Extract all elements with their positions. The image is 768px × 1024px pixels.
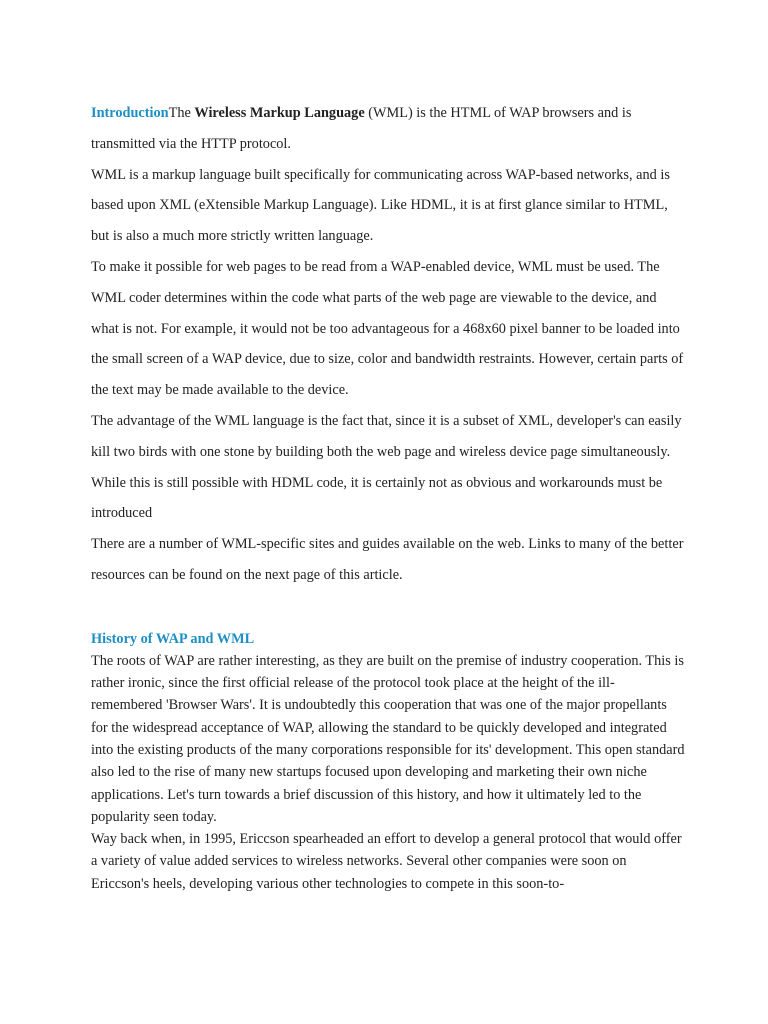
history-section — [91, 650, 686, 895]
intro-paragraph-2: WML is a markup language built specifically for communicating across WAP-based networks, and is based upon XML (eXtensible Markup Language). Like HDML, it is at first glance similar to HTML, but is also a much more strictly written language. — [91, 166, 670, 245]
wml-term: Wireless Markup Language — [194, 105, 365, 121]
document-page — [91, 98, 686, 895]
history-paragraph-2: Way back when, in 1995, Ericcson spearheaded an effort to develop a general protocol that would offer a variety of value added services to wireless networks. Several other companies were soon on Ericcson's heels, developing various other technologies to compete in this soon-to- — [91, 831, 682, 892]
intro-paragraph-3: To make it possible for web pages to be read from a WAP-enabled device, WML must be used. The WML coder determines within the code what parts of the web page are viewable to the device, and what is not. For example, it would not be too advantageous for a 468x60 pixel banner to be loaded into the small screen of a WAP device, due to size, color and bandwidth restraints. However, certain parts of the text may be made available to the device. — [91, 258, 684, 399]
intro-paragraph-4: The advantage of the WML language is the fact that, since it is a subset of XML, developer's can easily kill two birds with one stone by building both the web page and wireless device page simultaneously. While this is still possible with HDML code, it is certainly not as obvious and workarounds must be introduced — [91, 412, 682, 522]
intro-paragraph-1 — [91, 98, 686, 160]
history-heading: History of WAP and WML — [91, 630, 255, 647]
introduction-heading: Introduction — [91, 105, 169, 121]
intro-rest-text: (WML) is the HTML of WAP browsers and is transmitted via the HTTP protocol. — [91, 105, 632, 152]
intro-paragraph-5: There are a number of WML-specific sites and guides available on the web. Links to many of the better resources can be found on the next page of this article. — [91, 536, 684, 583]
introduction-section — [91, 98, 686, 591]
history-paragraph-1: The roots of WAP are rather interesting, as they are built on the premise of industry cooperation. This is rather ironic, since the first official release of the protocol took place at the height of the ill-remembered 'Browser Wars'. It is undoubtedly this cooperation that was one of the major propellants for the widespread acceptance of WAP, allowing the standard to be quickly developed and integrated into the existing products of the many corporations responsible for its' development. This open standard also led to the rise of many new startups focused upon developing and marketing their own niche applications. Let's turn towards a brief discussion of this history, and how it ultimately led to the popularity seen today. — [91, 652, 685, 825]
intro-lead-text: The — [168, 105, 195, 121]
